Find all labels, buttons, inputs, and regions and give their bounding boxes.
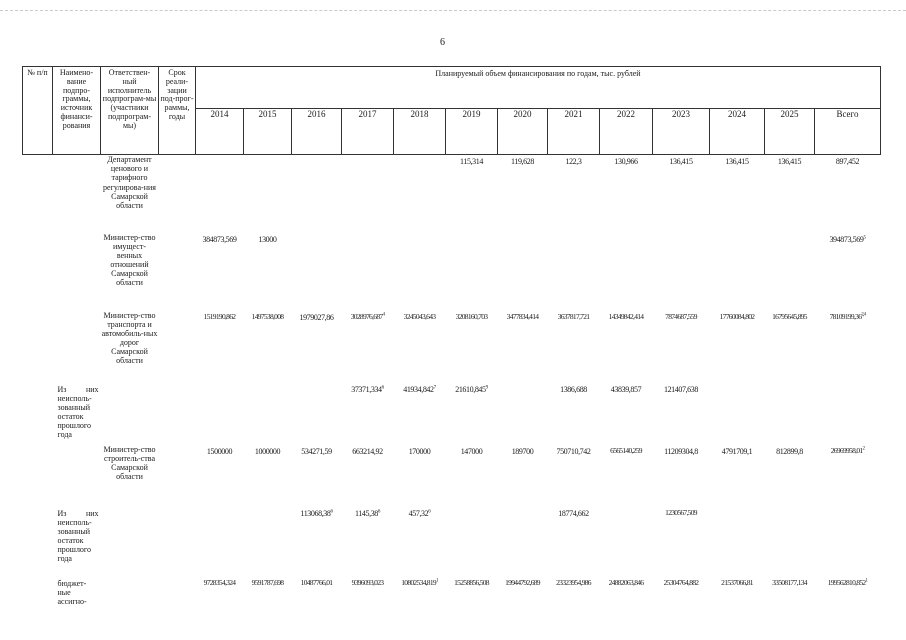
value-text: 199562810,852 <box>827 577 866 587</box>
value-cell-2020 <box>498 311 548 383</box>
table-row <box>23 445 881 507</box>
value-text: 3028976,687 <box>350 311 383 321</box>
value-cell-2018 <box>394 155 446 233</box>
header-year-2018: 2018 <box>394 109 446 155</box>
value-cell-2022 <box>600 445 653 507</box>
value-text: 115,314 <box>460 157 483 166</box>
table-row <box>23 507 881 577</box>
value-cell-Всего <box>815 233 881 311</box>
value-cell-2025 <box>765 577 815 625</box>
value-text: 1519190,862 <box>203 311 236 321</box>
value-text: 37371,334 <box>351 384 382 394</box>
footnote-mark: 4 <box>382 312 385 317</box>
value-text: 3477834,414 <box>506 311 539 321</box>
value-cell-2024 <box>710 577 765 625</box>
value-cell-2025 <box>765 155 815 233</box>
row-executor-cell: Министер-ство имущест-венных отношений Самарской области <box>103 232 156 288</box>
value-text: 3637817,721 <box>557 311 590 321</box>
value-cell-Всего <box>815 311 881 383</box>
value-text: 1145,38 <box>354 508 378 518</box>
value-cell-2014 <box>196 155 244 233</box>
value-cell-2018 <box>394 233 446 311</box>
header-planned-financing: Планируемый объем финансирования по годам, тыс. рублей <box>196 67 881 109</box>
value-cell-2020 <box>498 383 548 445</box>
value-cell-2021 <box>548 311 600 383</box>
value-text: 170000 <box>408 446 431 456</box>
value-cell-2016 <box>292 507 342 577</box>
row-number-cell <box>23 445 53 507</box>
value-text: 4791709,1 <box>721 446 753 456</box>
value-text: 119,628 <box>511 157 534 166</box>
financing-table <box>22 66 881 625</box>
value-cell-2014 <box>196 311 244 383</box>
footnote-mark: 6 <box>428 508 431 514</box>
value-cell-2023 <box>653 311 710 383</box>
value-cell-2019 <box>446 311 498 383</box>
value-cell-2015 <box>244 383 292 445</box>
header-year-2020: 2020 <box>498 109 548 155</box>
value-cell-2023 <box>653 233 710 311</box>
row-term-cell <box>159 383 196 445</box>
value-text: 11209304,8 <box>664 446 698 456</box>
value-cell-2014 <box>196 577 244 625</box>
value-cell-2025 <box>765 233 815 311</box>
table-row <box>23 233 881 311</box>
value-cell-2016 <box>292 233 342 311</box>
value-text: 1979027,86 <box>299 312 334 322</box>
header-year-2017: 2017 <box>342 109 394 155</box>
row-executor-cell: Департамент ценового и тарифного регулирова-ния Самарской области <box>103 155 156 210</box>
header-year-2022: 2022 <box>600 109 653 155</box>
value-text: 24882063,846 <box>608 577 644 587</box>
value-cell-2019 <box>446 233 498 311</box>
row-number-cell <box>23 233 53 311</box>
value-text: 122,3 <box>565 157 582 166</box>
value-text: 130,966 <box>614 157 638 166</box>
value-text: 25304764,882 <box>663 577 699 587</box>
table-row <box>23 311 881 383</box>
value-cell-2021 <box>548 155 600 233</box>
value-cell-2018 <box>394 445 446 507</box>
value-cell-2015 <box>244 311 292 383</box>
value-cell-2025 <box>765 445 815 507</box>
row-name-cell: Из них неисполь-зованный остаток прошлого года <box>57 384 99 440</box>
value-cell-Всего <box>815 383 881 445</box>
value-cell-2022 <box>600 577 653 625</box>
footnote-mark: 1 <box>435 578 438 583</box>
value-text: 9591787,698 <box>251 577 284 587</box>
value-cell-2020 <box>498 445 548 507</box>
row-number-cell <box>23 577 53 625</box>
value-text: 136,415 <box>669 157 693 166</box>
value-cell-2014 <box>196 445 244 507</box>
row-name-cell <box>53 155 101 233</box>
table-header <box>23 67 881 155</box>
value-cell-2023 <box>653 507 710 577</box>
row-number-cell <box>23 383 53 445</box>
value-cell-2018 <box>394 383 446 445</box>
value-text: 147000 <box>460 446 483 456</box>
header-year-2025: 2025 <box>765 109 815 155</box>
footnote-mark: 5 <box>863 234 866 240</box>
value-cell-2017 <box>342 445 394 507</box>
header-subprogram-name: Наимено-вание подпро-граммы, источник финанси-рования <box>53 67 101 155</box>
value-text: 19944792,689 <box>505 577 540 587</box>
value-text: 136,415 <box>777 157 802 166</box>
value-cell-2016 <box>292 577 342 625</box>
value-cell-2020 <box>498 155 548 233</box>
footnote-mark: 7 <box>433 384 436 390</box>
row-number-cell <box>23 155 53 233</box>
value-cell-2019 <box>446 155 498 233</box>
value-text: 14349842,414 <box>608 311 644 321</box>
value-text: 10802534,819 <box>401 577 436 587</box>
value-cell-2024 <box>710 311 765 383</box>
table-row <box>23 577 881 625</box>
value-cell-Всего <box>815 577 881 625</box>
value-text: 15258856,508 <box>454 577 489 587</box>
value-cell-2014 <box>196 383 244 445</box>
row-executor-cell: Министер-ство строитель-ства Самарской области <box>103 444 156 482</box>
value-text: 17760084,802 <box>719 311 755 321</box>
header-number: № п/п <box>23 67 53 155</box>
row-executor-cell <box>101 577 159 625</box>
value-cell-2019 <box>446 445 498 507</box>
row-term-cell <box>159 155 196 233</box>
header-responsible-executor: Ответствен-ный исполнитель подпрограм-мы (участники подпрограм-мы) <box>101 67 159 155</box>
value-text: 189700 <box>511 446 534 456</box>
row-executor-cell: Министер-ство транспорта и автомобиль-ных дорог Самарской области <box>101 310 158 366</box>
value-cell-2022 <box>600 155 653 233</box>
value-text: 750710,742 <box>556 446 591 456</box>
row-name-cell: бюджет-ные ассигно- <box>57 578 87 606</box>
value-cell-2023 <box>653 577 710 625</box>
value-cell-2021 <box>548 383 600 445</box>
value-cell-2022 <box>600 507 653 577</box>
value-text: 18774,662 <box>558 508 589 518</box>
value-cell-2021 <box>548 445 600 507</box>
value-cell-2018 <box>394 507 446 577</box>
value-cell-2017 <box>342 383 394 445</box>
value-cell-2020 <box>498 507 548 577</box>
value-cell-2020 <box>498 233 548 311</box>
value-cell-2018 <box>394 311 446 383</box>
footnote-mark: 9 <box>485 384 488 390</box>
header-year-2014: 2014 <box>196 109 244 155</box>
table-body <box>23 155 881 625</box>
value-cell-2016 <box>292 155 342 233</box>
row-name-cell <box>53 311 101 383</box>
value-text: 897,452 <box>835 157 860 166</box>
header-year-2019: 2019 <box>446 109 498 155</box>
header-year-2015: 2015 <box>244 109 292 155</box>
value-cell-2016 <box>292 383 342 445</box>
footnote-mark: 6 <box>381 384 384 390</box>
header-year-2023: 2023 <box>653 109 710 155</box>
row-executor-cell <box>101 507 159 577</box>
value-cell-2020 <box>498 577 548 625</box>
row-name-cell <box>53 233 101 311</box>
value-cell-2019 <box>446 383 498 445</box>
value-cell-Всего <box>815 445 881 507</box>
value-cell-2015 <box>244 577 292 625</box>
value-text: 33508177,134 <box>772 577 807 587</box>
value-cell-2023 <box>653 383 710 445</box>
value-cell-2025 <box>765 311 815 383</box>
row-term-cell <box>159 507 196 577</box>
value-cell-2015 <box>244 445 292 507</box>
value-cell-2022 <box>600 233 653 311</box>
header-term: Срок реали-зации под-прог-раммы, годы <box>159 67 196 155</box>
value-cell-2019 <box>446 507 498 577</box>
value-text: 136,415 <box>725 157 749 166</box>
value-text: 7874687,559 <box>665 311 697 321</box>
value-text: 812899,8 <box>776 446 803 456</box>
value-text: 9396093,023 <box>351 577 384 587</box>
page-number: 6 <box>440 37 445 48</box>
value-text: 16795645,895 <box>772 311 807 321</box>
value-text: 23323954,986 <box>556 577 591 587</box>
value-cell-2017 <box>342 311 394 383</box>
value-cell-2015 <box>244 233 292 311</box>
header-year-total: Всего <box>815 109 881 155</box>
value-text: 1000000 <box>254 446 281 456</box>
row-name-cell <box>53 445 101 507</box>
value-text: 3245043,643 <box>403 311 436 321</box>
row-name-cell: Из них неисполь-зованный остаток прошлого года <box>57 508 99 564</box>
footnote-mark: 1 <box>865 578 868 583</box>
value-text: 6565140,259 <box>610 445 642 455</box>
value-cell-2022 <box>600 311 653 383</box>
value-text: 1500000 <box>206 446 233 456</box>
value-cell-Всего <box>815 507 881 577</box>
value-text: 3208160,703 <box>455 311 488 321</box>
value-cell-2017 <box>342 233 394 311</box>
value-cell-2014 <box>196 507 244 577</box>
value-cell-2014 <box>196 233 244 311</box>
value-text: 1386,688 <box>560 384 587 394</box>
value-cell-2017 <box>342 577 394 625</box>
value-text: 78109199,36 <box>829 311 862 321</box>
header-year-2016: 2016 <box>292 109 342 155</box>
row-executor-cell <box>101 383 159 445</box>
value-text: 9728354,324 <box>203 577 236 587</box>
value-cell-2016 <box>292 311 342 383</box>
value-cell-2017 <box>342 155 394 233</box>
footnote-mark: 2 <box>862 446 865 451</box>
value-cell-2019 <box>446 577 498 625</box>
row-term-cell <box>159 311 196 383</box>
footnote-mark: 6 <box>330 508 333 514</box>
row-number-cell <box>23 311 53 383</box>
value-cell-2017 <box>342 507 394 577</box>
header-year-2024: 2024 <box>710 109 765 155</box>
value-cell-2016 <box>292 445 342 507</box>
value-text: 457,32 <box>408 508 429 518</box>
header-year-2021: 2021 <box>548 109 600 155</box>
value-text: 43839,857 <box>610 384 642 394</box>
value-text: 384873,569 <box>202 234 237 244</box>
value-cell-2015 <box>244 507 292 577</box>
value-cell-2021 <box>548 507 600 577</box>
value-cell-2025 <box>765 383 815 445</box>
row-term-cell <box>159 577 196 625</box>
value-text: 41934,842 <box>403 384 434 394</box>
footnote-mark: 6 <box>377 508 380 514</box>
value-cell-2023 <box>653 445 710 507</box>
value-text: 1230567,509 <box>665 507 697 517</box>
value-text: 663214,92 <box>352 446 383 456</box>
value-text: 21537066,81 <box>721 577 753 587</box>
row-number-cell <box>23 507 53 577</box>
footnote-mark: 2,4 <box>861 312 866 317</box>
value-text: 121407,638 <box>663 384 698 394</box>
value-cell-2021 <box>548 233 600 311</box>
value-text: 21610,845 <box>455 384 486 394</box>
value-cell-2024 <box>710 383 765 445</box>
value-text: 10487766,01 <box>300 577 333 587</box>
value-text: 13000 <box>258 234 277 244</box>
row-term-cell <box>159 233 196 311</box>
table-row <box>23 383 881 445</box>
value-text: 534271,59 <box>301 446 332 456</box>
value-cell-2023 <box>653 155 710 233</box>
value-cell-2021 <box>548 577 600 625</box>
value-text: 26969958,01 <box>830 445 863 455</box>
value-cell-2024 <box>710 233 765 311</box>
value-cell-2018 <box>394 577 446 625</box>
value-text: 394873,569 <box>829 234 864 244</box>
value-cell-2024 <box>710 507 765 577</box>
value-cell-2025 <box>765 507 815 577</box>
value-text: 113068,38 <box>300 508 331 518</box>
table-row <box>23 155 881 233</box>
value-cell-2015 <box>244 155 292 233</box>
value-cell-2022 <box>600 383 653 445</box>
value-text: 1497538,008 <box>251 311 284 321</box>
row-term-cell <box>159 445 196 507</box>
scan-edge-line <box>0 10 906 11</box>
value-cell-Всего <box>815 155 881 233</box>
value-cell-2024 <box>710 445 765 507</box>
value-cell-2024 <box>710 155 765 233</box>
